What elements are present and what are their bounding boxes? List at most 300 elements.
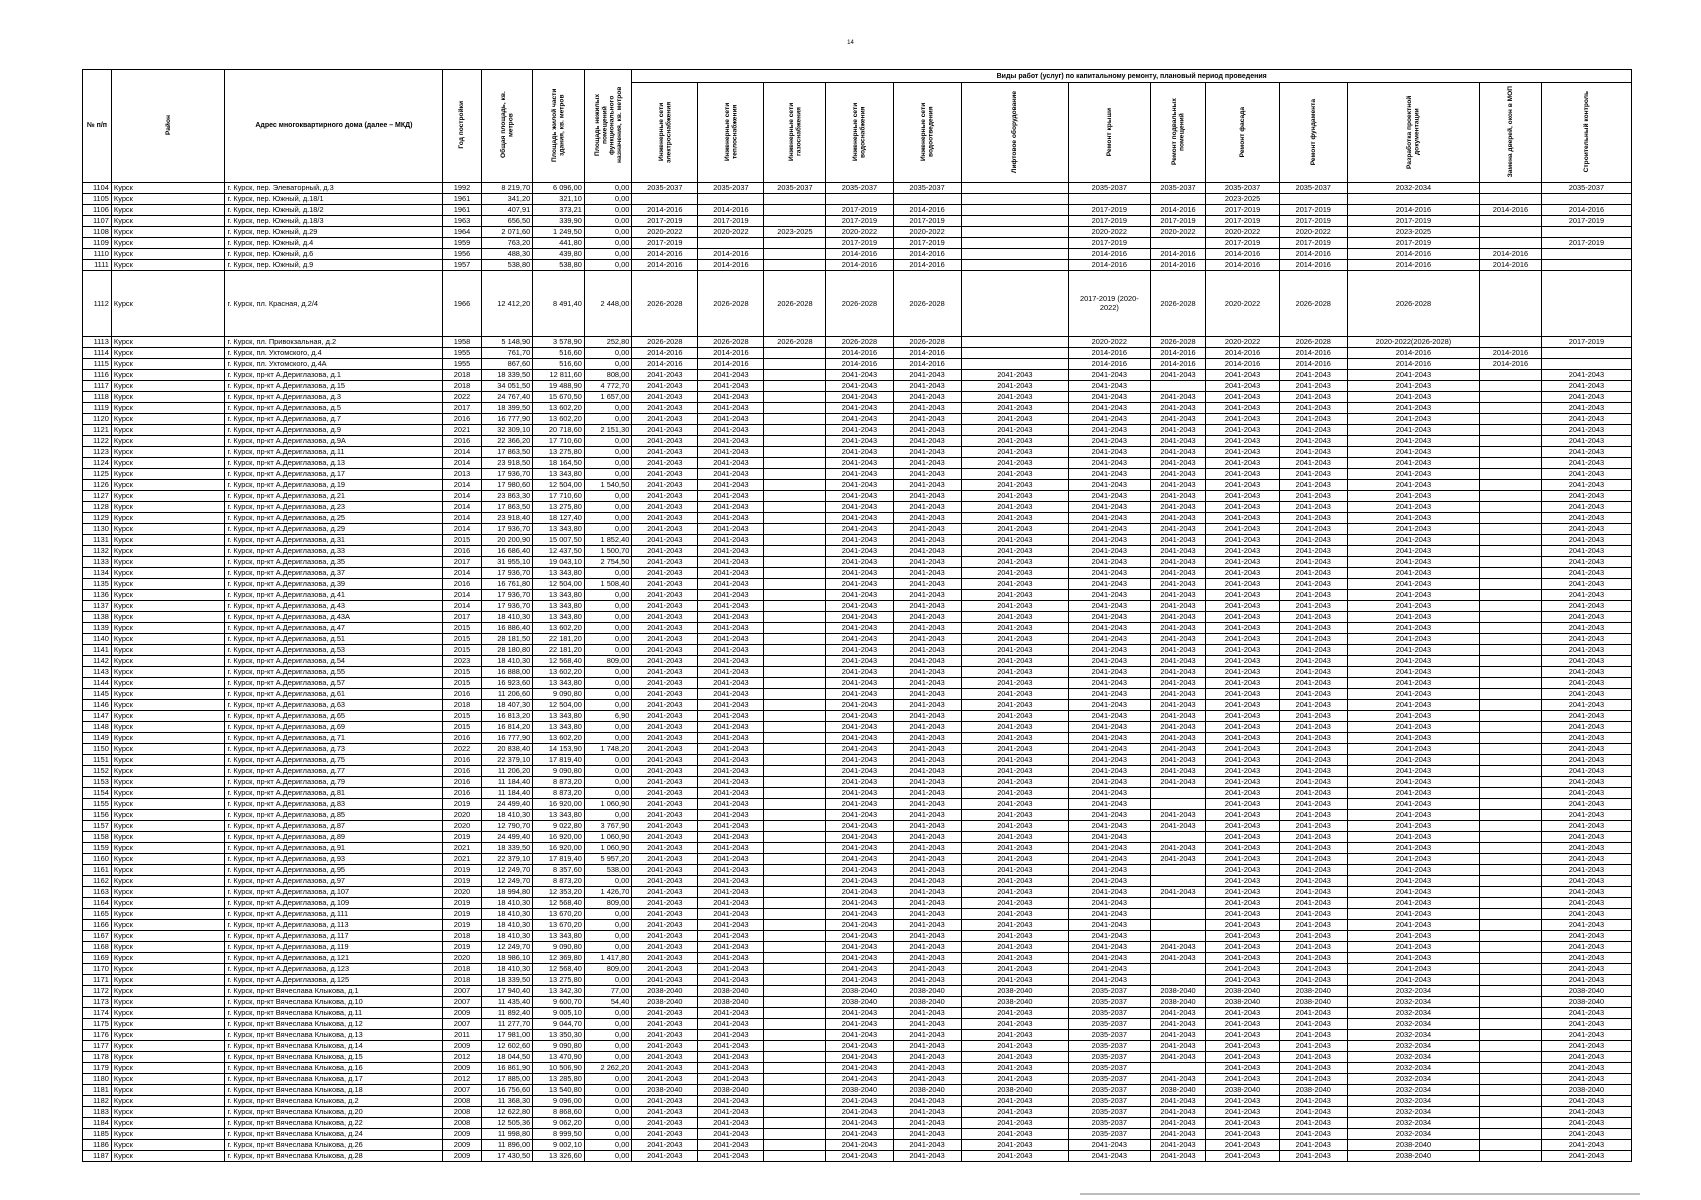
- table-cell: 2014: [443, 447, 481, 458]
- table-cell: 2035-2037: [1069, 1008, 1151, 1019]
- table-cell: г. Курск, пр-кт А.Дериглазова, д.17: [225, 469, 443, 480]
- table-cell: [1480, 645, 1542, 656]
- table-cell: 2041-2043: [1279, 788, 1347, 799]
- table-cell: г. Курск, пр-кт А.Дериглазова, д.7: [225, 414, 443, 425]
- table-cell: 2041-2043: [1541, 601, 1631, 612]
- table-cell: 2041-2043: [632, 1030, 698, 1041]
- table-cell: 2041-2043: [961, 623, 1068, 634]
- table-cell: [1480, 238, 1542, 249]
- table-row: [83, 1118, 1632, 1129]
- table-row: [83, 733, 1632, 744]
- table-cell: 9 062,20: [533, 1118, 585, 1129]
- table-cell: [764, 557, 826, 568]
- table-cell: 1108: [83, 227, 112, 238]
- table-cell: 2014-2016: [1480, 260, 1542, 271]
- table-cell: 2041-2043: [1150, 942, 1206, 953]
- table-cell: 2041-2043: [961, 557, 1068, 568]
- table-cell: 2041-2043: [1279, 964, 1347, 975]
- table-cell: 2041-2043: [893, 579, 961, 590]
- table-cell: 2041-2043: [1347, 942, 1479, 953]
- table-cell: 2038-2040: [698, 997, 764, 1008]
- table-cell: 1106: [83, 205, 112, 216]
- table-cell: 2017-2019: [826, 238, 893, 249]
- col-header-nonresidential-area: Площадь нежилых помещений функционального назначения, кв. метров: [584, 70, 632, 183]
- table-cell: 2041-2043: [961, 1107, 1068, 1118]
- table-cell: 12 811,60: [533, 370, 585, 381]
- table-cell: 2035-2037: [1069, 1085, 1151, 1096]
- table-cell: [1480, 370, 1542, 381]
- table-cell: 0,00: [584, 810, 632, 821]
- table-cell: 2041-2043: [1150, 513, 1206, 524]
- table-cell: 2041-2043: [1069, 678, 1151, 689]
- table-cell: 32 309,10: [481, 425, 533, 436]
- table-cell: 13 275,80: [533, 502, 585, 513]
- table-cell: г. Курск, пр-кт А.Дериглазова, д.3: [225, 392, 443, 403]
- table-cell: 2041-2043: [1206, 1118, 1279, 1129]
- table-cell: 2041-2043: [1069, 689, 1151, 700]
- table-cell: г. Курск, пр-кт А.Дериглазова, д.57: [225, 678, 443, 689]
- table-cell: 2041-2043: [893, 942, 961, 953]
- table-cell: 2041-2043: [1541, 535, 1631, 546]
- table-cell: г. Курск, пр-кт А.Дериглазова, д.109: [225, 898, 443, 909]
- table-cell: Курск: [111, 458, 225, 469]
- table-cell: [1480, 469, 1542, 480]
- table-cell: 2041-2043: [1150, 447, 1206, 458]
- table-cell: 1148: [83, 722, 112, 733]
- table-cell: 2041-2043: [961, 414, 1068, 425]
- table-cell: 2041-2043: [1206, 425, 1279, 436]
- table-cell: 2009: [443, 1140, 481, 1151]
- table-cell: 1109: [83, 238, 112, 249]
- table-cell: 2041-2043: [1347, 865, 1479, 876]
- table-cell: 2041-2043: [1069, 447, 1151, 458]
- table-cell: Курск: [111, 238, 225, 249]
- table-cell: 2041-2043: [1150, 667, 1206, 678]
- table-cell: 0,00: [584, 524, 632, 535]
- table-cell: 2041-2043: [826, 1096, 893, 1107]
- table-cell: 54,40: [584, 997, 632, 1008]
- table-cell: 2015: [443, 667, 481, 678]
- table-cell: 2032-2034: [1347, 183, 1479, 194]
- table-cell: г. Курск, пр-кт Вячеслава Клыкова, д.1: [225, 986, 443, 997]
- scan-edge-line: [1080, 1193, 1640, 1195]
- table-cell: 0,00: [584, 777, 632, 788]
- table-cell: 2041-2043: [1069, 656, 1151, 667]
- table-cell: [764, 513, 826, 524]
- table-cell: 2041-2043: [1069, 645, 1151, 656]
- table-cell: [764, 909, 826, 920]
- table-cell: 2041-2043: [1206, 458, 1279, 469]
- table-cell: 12 504,00: [533, 579, 585, 590]
- table-cell: [1480, 953, 1542, 964]
- table-cell: Курск: [111, 1041, 225, 1052]
- table-row: [83, 711, 1632, 722]
- table-cell: 2017-2019: [893, 216, 961, 227]
- table-cell: 17 863,50: [481, 447, 533, 458]
- table-cell: 2041-2043: [961, 766, 1068, 777]
- table-cell: г. Курск, пр-кт А.Дериглазова, д.91: [225, 843, 443, 854]
- table-cell: 2041-2043: [1541, 975, 1631, 986]
- table-cell: 18 339,50: [481, 975, 533, 986]
- table-cell: 2041-2043: [1279, 546, 1347, 557]
- table-cell: 2014-2016: [893, 348, 961, 359]
- table-cell: 2041-2043: [1206, 601, 1279, 612]
- table-cell: 1176: [83, 1030, 112, 1041]
- table-cell: 2041-2043: [1279, 1096, 1347, 1107]
- table-cell: 2041-2043: [893, 601, 961, 612]
- table-cell: г. Курск, пр-кт А.Дериглазова, д.5: [225, 403, 443, 414]
- table-cell: 2041-2043: [1150, 425, 1206, 436]
- table-cell: 2 754,50: [584, 557, 632, 568]
- table-cell: [764, 832, 826, 843]
- table-cell: 2041-2043: [1541, 909, 1631, 920]
- table-cell: 13 343,80: [533, 568, 585, 579]
- table-row: [83, 843, 1632, 854]
- table-row: [83, 392, 1632, 403]
- table-cell: 2026-2028: [826, 337, 893, 348]
- table-cell: 2041-2043: [1069, 766, 1151, 777]
- table-cell: Курск: [111, 656, 225, 667]
- table-cell: 2041-2043: [1206, 590, 1279, 601]
- table-cell: 2017-2019: [1541, 337, 1631, 348]
- table-cell: 2032-2034: [1347, 1074, 1479, 1085]
- table-cell: 0,00: [584, 689, 632, 700]
- table-cell: 2041-2043: [1347, 403, 1479, 414]
- table-cell: 2041-2043: [1279, 865, 1347, 876]
- table-cell: 2026-2028: [826, 271, 893, 337]
- table-cell: 2041-2043: [1150, 524, 1206, 535]
- table-cell: 2041-2043: [632, 535, 698, 546]
- table-cell: 2018: [443, 370, 481, 381]
- table-cell: 2041-2043: [698, 469, 764, 480]
- table-cell: 2041-2043: [893, 612, 961, 623]
- table-cell: [764, 876, 826, 887]
- table-cell: 13 343,80: [533, 590, 585, 601]
- table-row: [83, 436, 1632, 447]
- table-cell: 2020: [443, 821, 481, 832]
- table-cell: 2041-2043: [698, 1118, 764, 1129]
- table-cell: 18 339,50: [481, 843, 533, 854]
- table-cell: г. Курск, пер. Южный, д.4: [225, 238, 443, 249]
- table-cell: 2038-2040: [961, 997, 1068, 1008]
- table-cell: г. Курск, пр-кт А.Дериглазова, д.123: [225, 964, 443, 975]
- table-cell: 8 357,60: [533, 865, 585, 876]
- table-row: [83, 1085, 1632, 1096]
- table-cell: Курск: [111, 590, 225, 601]
- table-cell: 2041-2043: [1347, 436, 1479, 447]
- table-cell: [1480, 183, 1542, 194]
- table-cell: 2035-2037: [1069, 997, 1151, 1008]
- table-cell: 2041-2043: [1279, 733, 1347, 744]
- table-cell: 2021: [443, 425, 481, 436]
- table-cell: 339,90: [533, 216, 585, 227]
- table-cell: [1480, 975, 1542, 986]
- table-cell: 2041-2043: [893, 469, 961, 480]
- table-cell: Курск: [111, 887, 225, 898]
- table-cell: 2041-2043: [632, 909, 698, 920]
- table-cell: 2041-2043: [1150, 612, 1206, 623]
- table-cell: Курск: [111, 194, 225, 205]
- table-cell: 2041-2043: [1069, 403, 1151, 414]
- table-cell: 2041-2043: [893, 821, 961, 832]
- table-cell: 2041-2043: [1279, 381, 1347, 392]
- table-cell: 2041-2043: [698, 513, 764, 524]
- table-cell: 23 918,40: [481, 513, 533, 524]
- table-cell: 17 863,50: [481, 502, 533, 513]
- table-cell: 2041-2043: [826, 414, 893, 425]
- table-cell: 13 342,30: [533, 986, 585, 997]
- table-cell: 2023-2025: [1206, 194, 1279, 205]
- table-cell: Курск: [111, 1063, 225, 1074]
- table-cell: 2041-2043: [698, 612, 764, 623]
- table-cell: 2018: [443, 381, 481, 392]
- table-cell: 2041-2043: [1279, 898, 1347, 909]
- table-cell: [764, 997, 826, 1008]
- table-cell: 2041-2043: [1069, 777, 1151, 788]
- table-cell: 0,00: [584, 1085, 632, 1096]
- table-cell: 2041-2043: [961, 480, 1068, 491]
- table-cell: 2041-2043: [1206, 755, 1279, 766]
- table-cell: 2041-2043: [1069, 843, 1151, 854]
- table-cell: 2041-2043: [893, 722, 961, 733]
- table-cell: 2041-2043: [961, 436, 1068, 447]
- table-cell: [1150, 381, 1206, 392]
- table-cell: 0,00: [584, 260, 632, 271]
- table-row: [83, 249, 1632, 260]
- table-cell: [764, 260, 826, 271]
- table-cell: 17 936,70: [481, 568, 533, 579]
- table-cell: 2021: [443, 843, 481, 854]
- table-cell: [764, 942, 826, 953]
- table-cell: 2041-2043: [1541, 1129, 1631, 1140]
- table-cell: 2041-2043: [826, 557, 893, 568]
- table-cell: 2041-2043: [632, 513, 698, 524]
- table-row: [83, 1129, 1632, 1140]
- table-cell: 2026-2028: [893, 337, 961, 348]
- table-cell: 2041-2043: [826, 733, 893, 744]
- table-cell: 2041-2043: [1347, 524, 1479, 535]
- table-cell: 0,00: [584, 1030, 632, 1041]
- table-cell: [1480, 590, 1542, 601]
- table-cell: 2041-2043: [961, 942, 1068, 953]
- table-cell: [1150, 920, 1206, 931]
- table-cell: [1480, 931, 1542, 942]
- table-cell: 2041-2043: [826, 975, 893, 986]
- table-cell: 2041-2043: [1150, 1052, 1206, 1063]
- table-cell: [1480, 634, 1542, 645]
- table-cell: 2041-2043: [632, 568, 698, 579]
- table-cell: г. Курск, пр-кт Вячеслава Клыкова, д.15: [225, 1052, 443, 1063]
- table-cell: 2041-2043: [1206, 392, 1279, 403]
- table-cell: [764, 194, 826, 205]
- table-cell: 2035-2037: [1541, 183, 1631, 194]
- table-cell: 2016: [443, 414, 481, 425]
- table-cell: 18 399,50: [481, 403, 533, 414]
- table-cell: 2041-2043: [893, 568, 961, 579]
- table-cell: 2041-2043: [1279, 744, 1347, 755]
- table-cell: 2041-2043: [1150, 1129, 1206, 1140]
- table-row: [83, 601, 1632, 612]
- table-cell: 809,00: [584, 656, 632, 667]
- table-cell: 2041-2043: [826, 843, 893, 854]
- table-cell: г. Курск, пл. Привокзальная, д.2: [225, 337, 443, 348]
- table-cell: 2041-2043: [1206, 843, 1279, 854]
- table-cell: 2041-2043: [893, 777, 961, 788]
- col-header-address: Адрес многоквартирного дома (далее – МКД): [225, 70, 443, 183]
- table-cell: 2014-2016: [632, 249, 698, 260]
- table-cell: 2041-2043: [1541, 546, 1631, 557]
- table-cell: 8 873,20: [533, 788, 585, 799]
- table-cell: 2014-2016: [1480, 205, 1542, 216]
- table-cell: 0,00: [584, 601, 632, 612]
- table-cell: 2017-2019: [826, 216, 893, 227]
- table-cell: 2041-2043: [632, 1151, 698, 1162]
- table-cell: 2041-2043: [961, 887, 1068, 898]
- col-header-construction-control: Строительный контроль: [1541, 83, 1631, 183]
- table-cell: [1480, 898, 1542, 909]
- table-cell: 2038-2040: [893, 997, 961, 1008]
- table-cell: 2018: [443, 700, 481, 711]
- table-row: [83, 1096, 1632, 1107]
- table-cell: [1480, 425, 1542, 436]
- table-cell: 2041-2043: [961, 656, 1068, 667]
- table-cell: [1480, 1085, 1542, 1096]
- table-cell: [1480, 403, 1542, 414]
- table-cell: [1480, 997, 1542, 1008]
- table-cell: Курск: [111, 689, 225, 700]
- table-cell: 2013: [443, 469, 481, 480]
- table-cell: 0,00: [584, 1008, 632, 1019]
- table-cell: 2041-2043: [632, 1096, 698, 1107]
- table-cell: г. Курск, пр-кт А.Дериглазова, д.35: [225, 557, 443, 568]
- table-cell: [1480, 744, 1542, 755]
- table-cell: 2041-2043: [893, 843, 961, 854]
- table-cell: 2041-2043: [1279, 722, 1347, 733]
- table-cell: 2041-2043: [961, 953, 1068, 964]
- table-cell: 2041-2043: [1206, 788, 1279, 799]
- table-cell: 0,00: [584, 788, 632, 799]
- table-cell: 2041-2043: [1150, 370, 1206, 381]
- table-cell: 2041-2043: [1069, 579, 1151, 590]
- table-cell: 18 407,30: [481, 700, 533, 711]
- table-cell: 17 936,70: [481, 590, 533, 601]
- table-cell: [961, 238, 1068, 249]
- table-cell: 2041-2043: [893, 1008, 961, 1019]
- col-header-number: № п/п: [83, 70, 112, 183]
- table-cell: [764, 216, 826, 227]
- table-cell: 2041-2043: [1347, 546, 1479, 557]
- table-cell: 17 940,40: [481, 986, 533, 997]
- table-cell: Курск: [111, 964, 225, 975]
- table-cell: 2041-2043: [961, 568, 1068, 579]
- table-cell: 2041-2043: [1279, 590, 1347, 601]
- table-cell: 2041-2043: [893, 733, 961, 744]
- table-cell: 2041-2043: [632, 1019, 698, 1030]
- table-cell: 1156: [83, 810, 112, 821]
- table-cell: 2014: [443, 480, 481, 491]
- table-cell: 1105: [83, 194, 112, 205]
- table-cell: 2041-2043: [826, 865, 893, 876]
- table-cell: г. Курск, пр-кт Вячеслава Клыкова, д.16: [225, 1063, 443, 1074]
- table-cell: г. Курск, пр-кт А.Дериглазова, д.73: [225, 744, 443, 755]
- table-cell: 1959: [443, 238, 481, 249]
- table-cell: [632, 194, 698, 205]
- table-cell: 2032-2034: [1347, 1118, 1479, 1129]
- table-cell: 2041-2043: [826, 645, 893, 656]
- table-cell: 2041-2043: [1206, 1019, 1279, 1030]
- table-cell: 2041-2043: [632, 755, 698, 766]
- table-cell: 2 262,20: [584, 1063, 632, 1074]
- table-cell: 2041-2043: [1206, 546, 1279, 557]
- table-cell: 1161: [83, 865, 112, 876]
- table-cell: [1480, 843, 1542, 854]
- table-cell: 1174: [83, 1008, 112, 1019]
- table-cell: 5 148,90: [481, 337, 533, 348]
- table-cell: 2041-2043: [826, 1052, 893, 1063]
- table-cell: [1480, 1096, 1542, 1107]
- table-cell: 2041-2043: [893, 425, 961, 436]
- table-cell: 2041-2043: [632, 975, 698, 986]
- table-cell: 1132: [83, 546, 112, 557]
- table-cell: 2041-2043: [961, 733, 1068, 744]
- table-cell: [1150, 238, 1206, 249]
- table-row: [83, 260, 1632, 271]
- table-cell: 34 051,50: [481, 381, 533, 392]
- table-cell: 2041-2043: [698, 656, 764, 667]
- table-cell: 1187: [83, 1151, 112, 1162]
- table-cell: 2041-2043: [1541, 887, 1631, 898]
- table-cell: 2041-2043: [893, 546, 961, 557]
- table-cell: [1150, 1063, 1206, 1074]
- table-row: [83, 469, 1632, 480]
- table-cell: 1152: [83, 766, 112, 777]
- table-cell: 2041-2043: [632, 667, 698, 678]
- table-cell: [1541, 260, 1631, 271]
- table-cell: 2017-2019: [1279, 238, 1347, 249]
- table-cell: 2038-2040: [632, 1085, 698, 1096]
- table-cell: 2041-2043: [826, 568, 893, 579]
- table-cell: 2007: [443, 1085, 481, 1096]
- table-cell: 2041-2043: [1541, 502, 1631, 513]
- table-cell: 2009: [443, 1151, 481, 1162]
- table-cell: 17 936,70: [481, 469, 533, 480]
- table-cell: 2026-2028: [893, 271, 961, 337]
- table-cell: 1143: [83, 667, 112, 678]
- table-cell: 1955: [443, 359, 481, 370]
- table-row: [83, 513, 1632, 524]
- table-cell: 2041-2043: [1279, 436, 1347, 447]
- table-cell: [1541, 194, 1631, 205]
- table-cell: г. Курск, пер. Элеваторный, д.3: [225, 183, 443, 194]
- table-cell: [764, 1008, 826, 1019]
- table-cell: [1150, 931, 1206, 942]
- table-cell: г. Курск, пр-кт А.Дериглазова, д.81: [225, 788, 443, 799]
- table-cell: 12 602,60: [481, 1041, 533, 1052]
- table-cell: 2041-2043: [632, 953, 698, 964]
- table-cell: 2041-2043: [1541, 579, 1631, 590]
- table-cell: 2041-2043: [1206, 942, 1279, 953]
- table-cell: 2041-2043: [1279, 711, 1347, 722]
- table-cell: 2038-2040: [1347, 1140, 1479, 1151]
- table-cell: 2038-2040: [893, 1085, 961, 1096]
- table-cell: 2041-2043: [1541, 788, 1631, 799]
- table-cell: 2041-2043: [1150, 634, 1206, 645]
- table-cell: [1069, 194, 1151, 205]
- table-cell: 2023-2025: [1347, 227, 1479, 238]
- table-row: [83, 678, 1632, 689]
- table-cell: 2041-2043: [826, 744, 893, 755]
- table-cell: 2041-2043: [1541, 590, 1631, 601]
